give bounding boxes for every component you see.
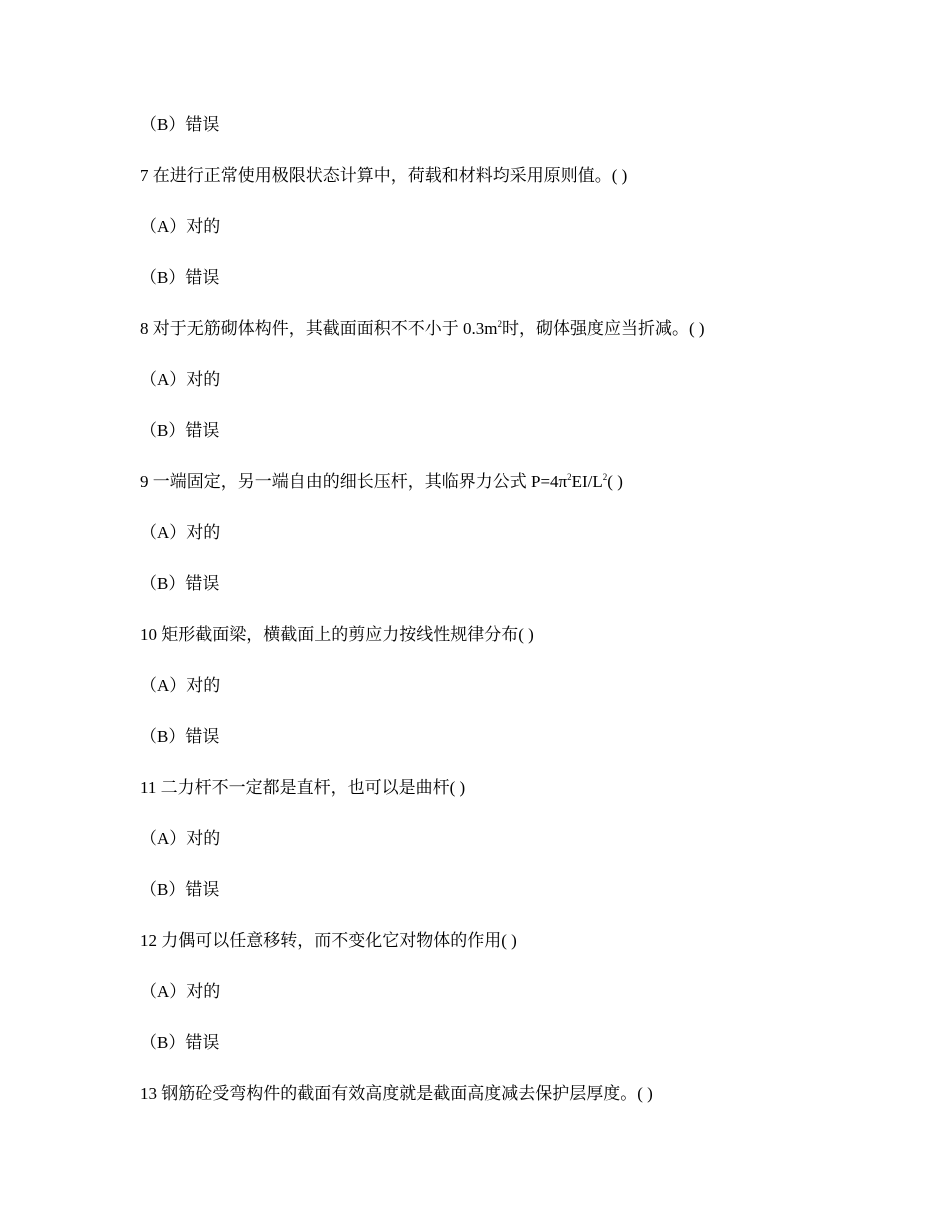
option-b-q7: （B）错误 xyxy=(140,268,220,287)
question-7: 7 在进行正常使用极限状态计算中，荷载和材料均采用原则值。( ) xyxy=(140,166,628,185)
question-8 xyxy=(140,318,705,340)
option-a-q10: （A）对的 xyxy=(140,676,221,695)
option-b-q8: （B）错误 xyxy=(140,421,220,440)
option-a-q12: （A）对的 xyxy=(140,982,221,1001)
question-9 xyxy=(140,471,623,493)
question-11: 11 二力杆不一定都是直杆，也可以是曲杆( ) xyxy=(140,778,466,797)
question-9-text-end: ( ) xyxy=(607,472,623,491)
option-b-q10: （B）错误 xyxy=(140,727,220,746)
superscript: 2 xyxy=(602,472,608,482)
option-a-q11: （A）对的 xyxy=(140,829,221,848)
option-a-q8: （A）对的 xyxy=(140,370,221,389)
option-b-q11: （B）错误 xyxy=(140,880,220,899)
superscript: 2 xyxy=(497,319,502,329)
option-b-q9: （B）错误 xyxy=(140,574,220,593)
question-10: 10 矩形截面梁，横截面上的剪应力按线性规律分布( ) xyxy=(140,625,534,644)
option-a-q9: （A）对的 xyxy=(140,523,221,542)
option-a-q7: （A）对的 xyxy=(140,217,221,236)
question-13: 13 钢筋砼受弯构件的截面有效高度就是截面高度减去保护层厚度。( ) xyxy=(140,1084,653,1103)
option-b-q12: （B）错误 xyxy=(140,1033,220,1052)
question-9-text: 9 一端固定，另一端自由的细长压杆，其临界力公式 P=4π xyxy=(140,472,568,491)
option-b-q6: （B）错误 xyxy=(140,115,220,134)
question-12: 12 力偶可以任意移转，而不变化它对物体的作用( ) xyxy=(140,931,517,950)
question-8-text: 8 对于无筋砌体构件，其截面面积不不小于 0.3m xyxy=(140,319,498,338)
question-9-formula: EI/L xyxy=(571,472,603,491)
superscript: 2 xyxy=(567,472,572,482)
question-8-text-end: 时，砌体强度应当折减。( ) xyxy=(501,319,705,338)
